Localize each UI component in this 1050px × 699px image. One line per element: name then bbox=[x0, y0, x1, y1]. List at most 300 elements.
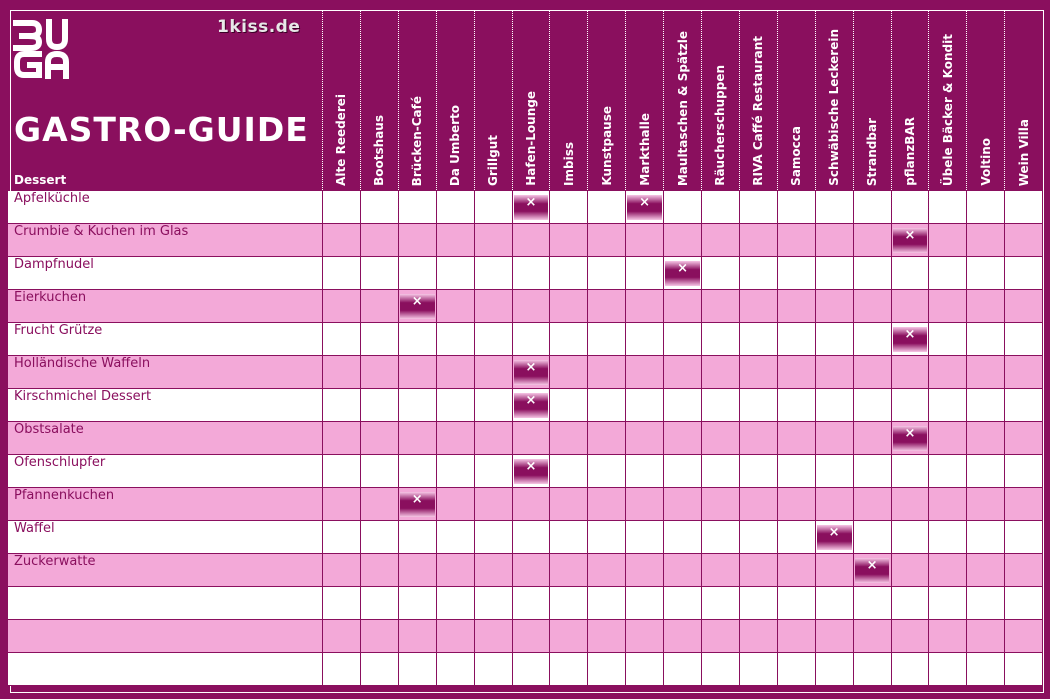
row-label: Obstsalate bbox=[14, 422, 84, 437]
table-cell bbox=[891, 521, 929, 554]
table-cell bbox=[701, 653, 739, 686]
table-cell bbox=[891, 290, 929, 323]
table-cell bbox=[739, 620, 777, 653]
row-divider bbox=[8, 685, 1042, 686]
table-cell bbox=[891, 224, 929, 257]
table-cell bbox=[739, 653, 777, 686]
table-cell bbox=[891, 620, 929, 653]
available-mark: × bbox=[514, 195, 549, 220]
table-cell bbox=[587, 587, 625, 620]
table-cell bbox=[474, 587, 512, 620]
table-cell bbox=[815, 653, 853, 686]
table-cell bbox=[815, 455, 853, 488]
table-cell bbox=[777, 290, 815, 323]
column-header bbox=[966, 10, 1004, 190]
table-cell bbox=[549, 323, 587, 356]
row-label: Ofenschlupfer bbox=[14, 455, 106, 470]
table-cell bbox=[777, 455, 815, 488]
table-cell bbox=[739, 389, 777, 422]
table-cell bbox=[587, 620, 625, 653]
table-cell bbox=[474, 356, 512, 389]
table-cell bbox=[625, 653, 663, 686]
table-cell bbox=[322, 290, 360, 323]
table-cell bbox=[625, 620, 663, 653]
column-header bbox=[587, 10, 625, 190]
table-cell bbox=[474, 290, 512, 323]
table-cell bbox=[777, 653, 815, 686]
column-header bbox=[625, 10, 663, 190]
table-cell bbox=[891, 191, 929, 224]
table-cell bbox=[512, 356, 550, 389]
table-cell bbox=[891, 257, 929, 290]
available-mark: × bbox=[855, 558, 890, 583]
table-cell bbox=[663, 554, 701, 587]
table-cell bbox=[512, 323, 550, 356]
table-cell bbox=[853, 653, 891, 686]
table-cell bbox=[436, 620, 474, 653]
table-cell bbox=[436, 191, 474, 224]
table-cell bbox=[739, 290, 777, 323]
table-cell bbox=[701, 488, 739, 521]
table-cell bbox=[966, 587, 1004, 620]
table-cell bbox=[815, 191, 853, 224]
table-cell bbox=[360, 323, 398, 356]
table-cell bbox=[777, 323, 815, 356]
table-cell bbox=[398, 422, 436, 455]
table-cell bbox=[436, 488, 474, 521]
column-header bbox=[663, 10, 701, 190]
column-header bbox=[739, 10, 777, 190]
table-cell bbox=[663, 620, 701, 653]
table-cell bbox=[891, 587, 929, 620]
table-cell bbox=[587, 257, 625, 290]
table-cell bbox=[549, 257, 587, 290]
table-cell bbox=[891, 455, 929, 488]
table-cell bbox=[815, 224, 853, 257]
table-cell bbox=[549, 521, 587, 554]
table-cell bbox=[928, 290, 966, 323]
table-cell bbox=[966, 455, 1004, 488]
table-cell bbox=[360, 389, 398, 422]
table-cell bbox=[815, 587, 853, 620]
table-cell bbox=[474, 488, 512, 521]
table-cell bbox=[512, 191, 550, 224]
table-cell bbox=[512, 620, 550, 653]
table-cell bbox=[587, 653, 625, 686]
table-cell bbox=[360, 587, 398, 620]
column-header-label: Alte Reederei bbox=[334, 94, 349, 186]
table-cell bbox=[815, 290, 853, 323]
table-cell bbox=[360, 488, 398, 521]
column-header bbox=[701, 10, 739, 190]
table-cell bbox=[625, 587, 663, 620]
category-label: Dessert bbox=[14, 173, 67, 187]
table-cell bbox=[512, 488, 550, 521]
table-cell bbox=[928, 257, 966, 290]
table-cell bbox=[549, 653, 587, 686]
table-cell bbox=[436, 290, 474, 323]
column-header bbox=[436, 10, 474, 190]
table-cell bbox=[512, 389, 550, 422]
table-cell bbox=[625, 323, 663, 356]
table-cell bbox=[1004, 257, 1042, 290]
column-header-label: RIVA Caffé Restaurant bbox=[751, 36, 766, 186]
table-cell bbox=[853, 587, 891, 620]
table-cell bbox=[322, 653, 360, 686]
table-cell bbox=[625, 521, 663, 554]
table-cell bbox=[853, 620, 891, 653]
table-cell bbox=[966, 290, 1004, 323]
table-cell bbox=[625, 389, 663, 422]
table-cell bbox=[966, 389, 1004, 422]
table-cell bbox=[436, 521, 474, 554]
table-cell bbox=[360, 257, 398, 290]
table-cell bbox=[398, 455, 436, 488]
table-cell bbox=[625, 224, 663, 257]
row-label: Pfannenkuchen bbox=[14, 488, 115, 503]
table-cell bbox=[549, 191, 587, 224]
table-cell bbox=[512, 257, 550, 290]
table-cell bbox=[815, 488, 853, 521]
table-cell bbox=[815, 422, 853, 455]
table-cell bbox=[739, 587, 777, 620]
table-cell bbox=[322, 521, 360, 554]
table-cell bbox=[777, 422, 815, 455]
table-cell bbox=[322, 488, 360, 521]
table-cell bbox=[549, 488, 587, 521]
column-header-label: Kunstpause bbox=[599, 106, 614, 186]
table-cell bbox=[928, 620, 966, 653]
table-cell bbox=[322, 554, 360, 587]
table-cell bbox=[625, 356, 663, 389]
table-cell bbox=[663, 323, 701, 356]
table-cell bbox=[1004, 389, 1042, 422]
table-cell bbox=[512, 422, 550, 455]
table-cell bbox=[928, 389, 966, 422]
table-row bbox=[8, 653, 1042, 686]
table-cell bbox=[966, 620, 1004, 653]
table-row bbox=[8, 356, 1042, 389]
table-cell bbox=[322, 620, 360, 653]
table-cell bbox=[853, 191, 891, 224]
column-header bbox=[891, 10, 929, 190]
table-cell bbox=[474, 455, 512, 488]
column-header bbox=[928, 10, 966, 190]
table-cell bbox=[549, 422, 587, 455]
table-cell bbox=[360, 554, 398, 587]
table-cell bbox=[928, 521, 966, 554]
table-cell bbox=[1004, 653, 1042, 686]
table-cell bbox=[436, 422, 474, 455]
table-cell bbox=[701, 521, 739, 554]
column-header-label: Samocca bbox=[789, 126, 804, 186]
table-cell bbox=[966, 521, 1004, 554]
table-cell bbox=[1004, 224, 1042, 257]
table-cell bbox=[322, 323, 360, 356]
table-cell bbox=[549, 554, 587, 587]
table-cell bbox=[587, 224, 625, 257]
table-cell bbox=[436, 455, 474, 488]
table-cell bbox=[587, 554, 625, 587]
table-cell bbox=[360, 620, 398, 653]
table-cell bbox=[360, 521, 398, 554]
table-cell bbox=[625, 554, 663, 587]
table-cell bbox=[663, 422, 701, 455]
column-header-label: pflanzBAR bbox=[902, 117, 917, 186]
table-cell bbox=[739, 455, 777, 488]
table-cell bbox=[853, 290, 891, 323]
table-row bbox=[8, 521, 1042, 554]
available-mark: × bbox=[514, 360, 549, 385]
table-cell bbox=[474, 389, 512, 422]
table-cell bbox=[815, 554, 853, 587]
table-cell bbox=[777, 191, 815, 224]
table-cell bbox=[739, 323, 777, 356]
table-cell bbox=[360, 455, 398, 488]
table-cell bbox=[928, 356, 966, 389]
column-header bbox=[1004, 10, 1042, 190]
table-cell bbox=[322, 422, 360, 455]
table-row bbox=[8, 488, 1042, 521]
table-cell bbox=[928, 554, 966, 587]
table-cell bbox=[1004, 422, 1042, 455]
table-cell bbox=[966, 356, 1004, 389]
table-cell bbox=[625, 455, 663, 488]
table-cell bbox=[436, 356, 474, 389]
table-cell bbox=[701, 620, 739, 653]
table-cell bbox=[853, 554, 891, 587]
table-cell bbox=[928, 455, 966, 488]
table-cell bbox=[777, 620, 815, 653]
table-cell bbox=[436, 257, 474, 290]
table-cell bbox=[663, 389, 701, 422]
table-row bbox=[8, 191, 1042, 224]
column-header bbox=[398, 10, 436, 190]
table-cell bbox=[701, 257, 739, 290]
table-cell bbox=[928, 488, 966, 521]
table-cell bbox=[398, 191, 436, 224]
table-cell bbox=[966, 323, 1004, 356]
table-cell bbox=[701, 587, 739, 620]
table-cell bbox=[966, 488, 1004, 521]
table-cell bbox=[663, 521, 701, 554]
table-cell bbox=[1004, 290, 1042, 323]
table-cell bbox=[549, 290, 587, 323]
table-cell bbox=[891, 389, 929, 422]
table-cell bbox=[587, 521, 625, 554]
table-cell bbox=[436, 323, 474, 356]
table-cell bbox=[777, 521, 815, 554]
table-cell bbox=[701, 290, 739, 323]
table-cell bbox=[625, 290, 663, 323]
column-header bbox=[322, 10, 360, 190]
row-label: Apfelküchle bbox=[14, 191, 90, 206]
available-mark: × bbox=[817, 525, 852, 550]
table-cell bbox=[701, 455, 739, 488]
table-cell bbox=[512, 554, 550, 587]
table-cell bbox=[398, 554, 436, 587]
table-cell bbox=[663, 356, 701, 389]
table-cell bbox=[1004, 521, 1042, 554]
table-cell bbox=[398, 587, 436, 620]
table-cell bbox=[853, 488, 891, 521]
table-cell bbox=[815, 521, 853, 554]
table-cell bbox=[322, 389, 360, 422]
table-row bbox=[8, 422, 1042, 455]
table-cell bbox=[739, 356, 777, 389]
table-cell bbox=[853, 422, 891, 455]
table-cell bbox=[512, 290, 550, 323]
table-cell bbox=[587, 290, 625, 323]
table-cell bbox=[663, 290, 701, 323]
table-cell bbox=[474, 521, 512, 554]
table-cell bbox=[512, 224, 550, 257]
table-cell bbox=[739, 257, 777, 290]
table-cell bbox=[891, 422, 929, 455]
table-cell bbox=[1004, 587, 1042, 620]
table-cell bbox=[739, 554, 777, 587]
table-cell bbox=[398, 488, 436, 521]
column-header-label: Strandbar bbox=[865, 117, 880, 186]
table-cell bbox=[436, 554, 474, 587]
table-cell bbox=[966, 191, 1004, 224]
table-cell bbox=[474, 422, 512, 455]
table-row bbox=[8, 455, 1042, 488]
table-cell bbox=[966, 554, 1004, 587]
table-cell bbox=[512, 521, 550, 554]
table-cell bbox=[966, 224, 1004, 257]
column-header bbox=[360, 10, 398, 190]
table-cell bbox=[398, 323, 436, 356]
column-header-label: Grillgut bbox=[486, 135, 501, 186]
table-row bbox=[8, 389, 1042, 422]
table-row bbox=[8, 554, 1042, 587]
row-label: Kirschmichel Dessert bbox=[14, 389, 152, 404]
column-header-label: Wein Villa bbox=[1016, 118, 1031, 186]
table-cell bbox=[701, 224, 739, 257]
table-cell bbox=[398, 620, 436, 653]
table-row bbox=[8, 290, 1042, 323]
table-row bbox=[8, 323, 1042, 356]
table-cell bbox=[853, 455, 891, 488]
table-cell bbox=[549, 587, 587, 620]
row-label: Zuckerwatte bbox=[14, 554, 96, 569]
table-cell bbox=[663, 587, 701, 620]
table-cell bbox=[777, 554, 815, 587]
column-header-label: Bootshaus bbox=[372, 115, 387, 186]
table-cell bbox=[587, 422, 625, 455]
table-cell bbox=[322, 191, 360, 224]
table-cell bbox=[777, 224, 815, 257]
table-cell bbox=[360, 356, 398, 389]
row-label: Waffel bbox=[14, 521, 55, 536]
table-cell bbox=[587, 191, 625, 224]
table-cell bbox=[512, 653, 550, 686]
table-cell bbox=[891, 356, 929, 389]
table-cell bbox=[739, 422, 777, 455]
row-label: Crumbie & Kuchen im Glas bbox=[14, 224, 189, 239]
column-header-label: Schwäbische Leckerein bbox=[827, 29, 842, 186]
table-cell bbox=[549, 620, 587, 653]
table-row bbox=[8, 587, 1042, 620]
table-cell bbox=[928, 653, 966, 686]
column-header-label: Da Umberto bbox=[448, 104, 463, 186]
table-cell bbox=[853, 521, 891, 554]
table-cell bbox=[549, 455, 587, 488]
table-cell bbox=[474, 620, 512, 653]
table-cell bbox=[549, 389, 587, 422]
table-cell bbox=[701, 389, 739, 422]
table-cell bbox=[928, 323, 966, 356]
table-cell bbox=[625, 422, 663, 455]
table-cell bbox=[777, 356, 815, 389]
available-mark: × bbox=[665, 261, 700, 286]
table-cell bbox=[436, 587, 474, 620]
table-cell bbox=[360, 653, 398, 686]
table-cell bbox=[966, 653, 1004, 686]
table-cell bbox=[322, 356, 360, 389]
table-row bbox=[8, 257, 1042, 290]
buga-logo bbox=[12, 17, 72, 79]
column-header-label: Räucherschuppen bbox=[713, 65, 728, 186]
table-cell bbox=[398, 653, 436, 686]
table-row bbox=[8, 224, 1042, 257]
table-cell bbox=[549, 224, 587, 257]
table-cell bbox=[587, 389, 625, 422]
column-header bbox=[549, 10, 587, 190]
table-cell bbox=[663, 224, 701, 257]
table-cell bbox=[1004, 455, 1042, 488]
table-cell bbox=[322, 455, 360, 488]
column-header bbox=[474, 10, 512, 190]
table-cell bbox=[853, 389, 891, 422]
table-cell bbox=[1004, 356, 1042, 389]
table-cell bbox=[891, 653, 929, 686]
table-cell bbox=[701, 554, 739, 587]
table-cell bbox=[512, 455, 550, 488]
column-header bbox=[512, 10, 550, 190]
table-cell bbox=[663, 488, 701, 521]
column-header-label: Voltino bbox=[978, 138, 993, 186]
available-mark: × bbox=[893, 426, 928, 451]
table-cell bbox=[1004, 554, 1042, 587]
table-cell bbox=[436, 653, 474, 686]
available-mark: × bbox=[627, 195, 662, 220]
table-cell bbox=[474, 191, 512, 224]
table-cell bbox=[928, 587, 966, 620]
table-cell bbox=[853, 323, 891, 356]
table-cell bbox=[663, 455, 701, 488]
table-cell bbox=[701, 356, 739, 389]
row-label: Dampfnudel bbox=[14, 257, 94, 272]
table-cell bbox=[398, 257, 436, 290]
table-cell bbox=[512, 587, 550, 620]
table-cell bbox=[625, 191, 663, 224]
table-cell bbox=[474, 653, 512, 686]
column-header bbox=[853, 10, 891, 190]
table-cell bbox=[398, 290, 436, 323]
table-cell bbox=[928, 191, 966, 224]
table-cell bbox=[549, 356, 587, 389]
table-cell bbox=[891, 488, 929, 521]
table-cell bbox=[587, 356, 625, 389]
table-cell bbox=[474, 224, 512, 257]
row-label: Holländische Waffeln bbox=[14, 356, 151, 371]
table-cell bbox=[436, 389, 474, 422]
table-cell bbox=[739, 191, 777, 224]
table-row bbox=[8, 620, 1042, 653]
table-cell bbox=[1004, 620, 1042, 653]
